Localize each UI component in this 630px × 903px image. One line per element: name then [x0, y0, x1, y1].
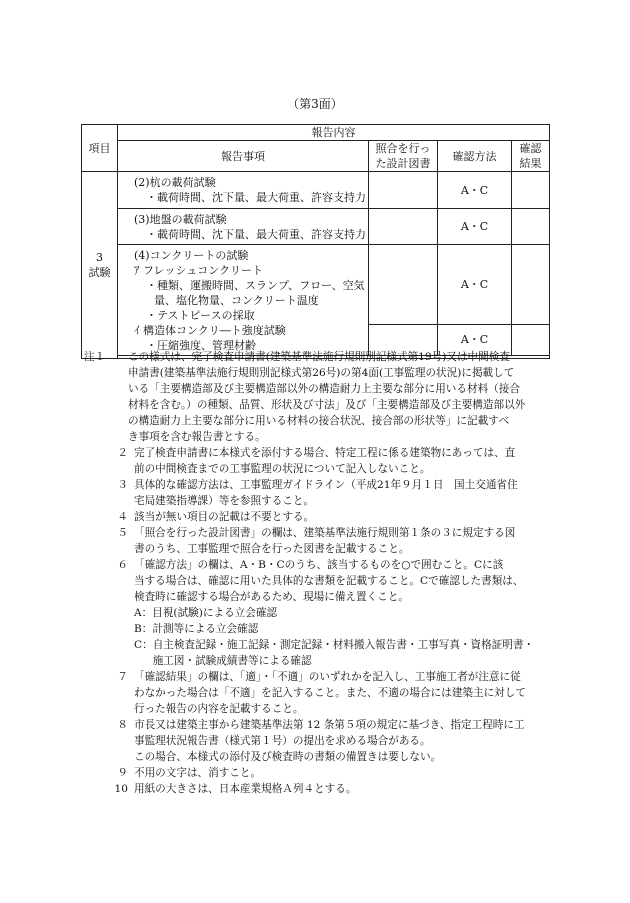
note-2: ２ 完了検査申請書に本様式を添付する場合、特定工程に係る建築物にあっては、直 前の中間検査までの工事監理の状況について記入しないこと。	[117, 447, 516, 475]
note-1: 注１ この様式は、完了検査申請書(建築基準法施行規則別記様式第19号)又は中間検査 申請書(建築基準法施行規則別記様式第26号)の第4面(工事監理の状況)に掲載して いる「主要構造部及び主要構造部以外の構造耐力上主要な部分に用いる材料（接合 材料を含む。）の種類、品質、形状及び寸法」及び「主要構造部及び主要構造部以外 の構造耐力上主要な部分に用いる材料の接合状況、接合部の形状等」に記載すべ き事項を含む報告書とする。	[84, 351, 526, 443]
header-report-contents: 報告内容	[118, 125, 550, 141]
note-6: ６ 「確認方法」の欄は、A・B・Cのうち、該当するものを○で囲むこと。Cに該 当する場合は、確認に用いた具体的な書類を記載すること。Cで確認した書類は、 検査時に確認する場合があるため、現場に備え置くこと。	[117, 559, 524, 603]
note-7: ７ 「確認結果」の欄は、「適」・「不適」のいずれかを記入し、工事施工者が注意に従 わなかった場合は「不適」を記入すること。また、不適の場合には建築主に対して 行った報告の内容を記載すること。	[117, 671, 526, 715]
method-b-definition: B： 計測等による立会確認	[134, 623, 259, 635]
note-4: ４ 該当が無い項目の記載は不要とする。	[117, 511, 315, 523]
result-cell[interactable]	[512, 209, 550, 245]
method-c-definition: C： 自主検査記録・施工記録・測定記録・材料搬入報告書・工事写真・資格証明書・ 施工図・試験成績書等による確認	[134, 639, 535, 667]
header-report-matters: 報告事項	[118, 141, 369, 172]
header-design-drawings: 照合を行っ た設計図書	[369, 141, 438, 172]
item-cell-tests: 3 試験	[82, 172, 118, 359]
result-cell[interactable]	[512, 245, 550, 325]
method-a-definition: A： 目視(試験)による立会確認	[134, 607, 278, 619]
report-matter-ground-load-test: (3)地盤の載荷試験 ・載荷時間、沈下量、最大荷重、許容支持力	[118, 209, 369, 245]
check-method-cell[interactable]: A・C	[438, 324, 512, 355]
page-label: （第3面）	[287, 97, 343, 111]
check-method-cell[interactable]: A・C	[438, 172, 512, 209]
report-matter-pile-load-test: (2)杭の載荷試験 ・載荷時間、沈下量、最大荷重、許容支持力	[118, 172, 369, 209]
drawing-cell[interactable]	[369, 172, 438, 209]
note-5: ５ 「照合を行った設計図書」の欄は、建築基準法施行規則第１条の３に規定する図 書のうち、工事監理で照合を行った図書を記載すること。	[117, 527, 516, 555]
report-matter-concrete-test: (4)コンクリートの試験 ｱ フレッシュコンクリート ・種類、運搬時間、スランプ、フロー、空気 量、塩化物量、コンクリート温度 ・テストピースの採取 ｲ 構造体コンクリ―ト強度試験 ・圧縮強度、管理材齢	[118, 245, 369, 356]
header-item: 項目	[82, 125, 118, 172]
note-3: ３ 具体的な確認方法は、工事監理ガイドライン（平成21年９月１日 国土交通省住 宅局建築指導課）等を参照すること。	[117, 479, 518, 507]
note-10: 10 用紙の大きさは、日本産業規格Ａ列４とする。	[114, 783, 357, 795]
notes-section	[84, 349, 554, 797]
drawing-cell[interactable]	[369, 245, 438, 325]
header-check-result: 確認 結果	[512, 141, 550, 172]
check-method-cell[interactable]: A・C	[438, 209, 512, 245]
note-8: ８ 市長又は建築主事から建築基準法第 12 条第５項の規定に基づき、指定工程時に工 事監理状況報告書（様式第１号）の提出を求める場合がある。	[117, 719, 525, 747]
drawing-cell[interactable]	[369, 209, 438, 245]
result-cell[interactable]	[512, 172, 550, 209]
check-method-cell[interactable]: A・C	[438, 245, 512, 325]
report-table	[81, 124, 550, 359]
note-8-continuation: この場合、本様式の添付及び検査時の書類の備置きは要しない。	[134, 751, 442, 763]
note-9: ９ 不用の文字は、消すこと。	[117, 767, 262, 779]
header-check-method: 確認方法	[438, 141, 512, 172]
